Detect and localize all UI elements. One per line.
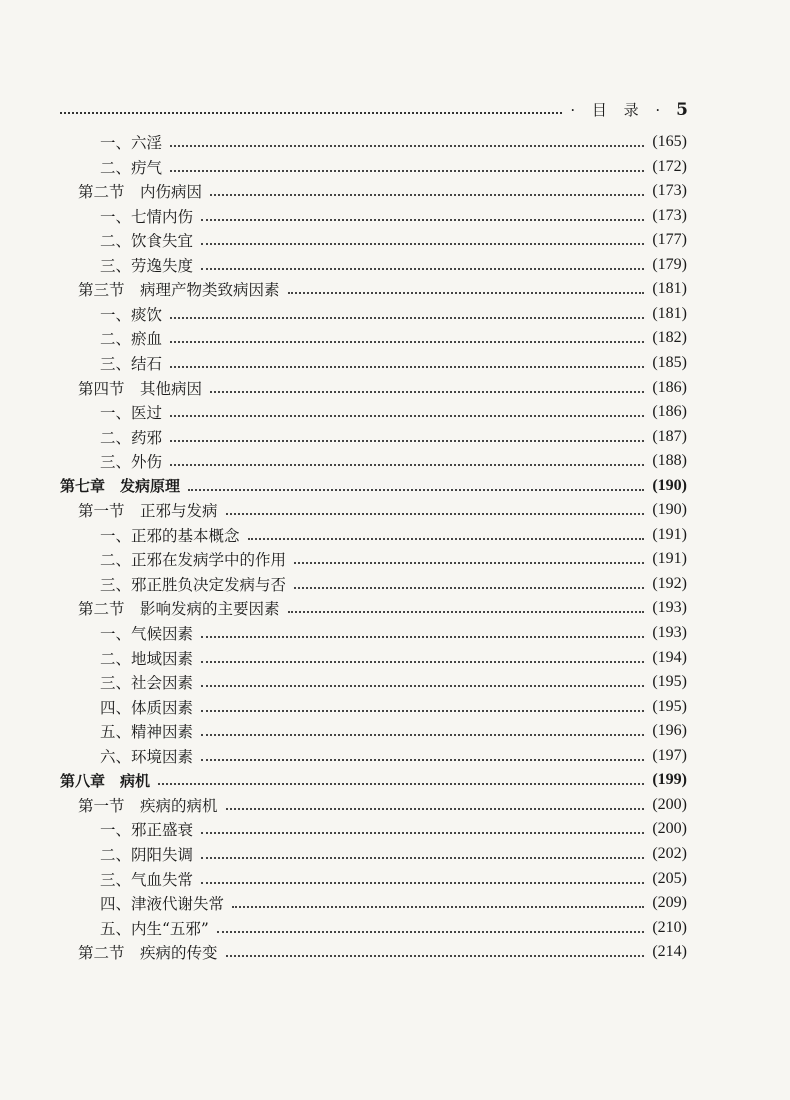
toc-entry-row xyxy=(100,326,687,350)
dot-leader xyxy=(217,931,644,933)
dot-leader xyxy=(210,391,644,393)
toc-entry-page: (173) xyxy=(652,206,687,224)
toc-entry-page: (165) xyxy=(652,133,687,150)
toc-entry-page: (181) xyxy=(652,280,687,298)
toc-entry-row xyxy=(100,621,687,645)
toc-entry-title: 六、环境因素 xyxy=(100,747,194,766)
toc-entry-row xyxy=(100,572,687,596)
toc-entry-row xyxy=(100,670,687,694)
toc-entry-page: (186) xyxy=(652,403,687,421)
toc-chapter-row xyxy=(60,768,687,792)
toc-entry-page: (205) xyxy=(652,869,687,887)
dot-leader xyxy=(201,832,644,834)
toc-entry-row xyxy=(100,130,687,154)
toc-entry-title: 二、正邪在发病学中的作用 xyxy=(100,551,287,570)
toc-entry-title: 第一节 正邪与发病 xyxy=(78,502,218,521)
toc-entry-row xyxy=(100,916,687,940)
toc-entry-row xyxy=(100,425,687,449)
toc-entry-row xyxy=(100,817,687,841)
toc-section-row xyxy=(78,179,687,203)
toc-entry-title: 一、正邪的基本概念 xyxy=(100,526,240,545)
toc-entry-title: 五、精神因素 xyxy=(100,723,194,742)
toc-entry-page: (195) xyxy=(652,673,687,691)
dot-leader xyxy=(201,219,644,221)
toc-entry-page: (202) xyxy=(652,844,687,862)
toc-entry-page: (214) xyxy=(652,943,687,961)
toc-entry-row xyxy=(100,646,687,670)
toc-entry-page: (173) xyxy=(652,182,687,200)
toc-entry-title: 二、疠气 xyxy=(100,158,163,177)
toc-entry-title: 三、气血失常 xyxy=(100,870,194,889)
dot-leader xyxy=(201,685,644,687)
toc-entry-row xyxy=(100,744,687,768)
dot-leader xyxy=(294,587,644,589)
toc-entry-title: 一、七情内伤 xyxy=(100,207,194,226)
header-leader xyxy=(60,112,562,114)
toc-entry-page: (188) xyxy=(652,452,687,470)
toc-entry-title: 三、外伤 xyxy=(100,453,163,472)
toc-section-row xyxy=(78,793,687,817)
dot-leader xyxy=(226,513,645,515)
toc-entry-row xyxy=(100,228,687,252)
toc-entry-page: (192) xyxy=(652,574,687,592)
toc-entry-row xyxy=(100,400,687,424)
toc-entry-title: 一、医过 xyxy=(100,404,163,423)
toc-entry-title: 一、邪正盛衰 xyxy=(100,821,194,840)
toc-entry-title: 第四节 其他病因 xyxy=(78,379,203,398)
toc-entry-title: 二、阴阳失调 xyxy=(100,845,194,864)
toc-entry-page: (181) xyxy=(652,304,687,322)
toc-entry-title: 三、邪正胜负决定发病与否 xyxy=(100,575,287,594)
dot-leader xyxy=(201,710,644,712)
toc-entry-title: 二、饮食失宜 xyxy=(100,232,194,251)
toc-entry-title: 第二节 内伤病因 xyxy=(78,183,203,202)
toc-entry-page: (197) xyxy=(652,746,687,764)
toc-entry-title: 三、劳逸失度 xyxy=(100,256,194,275)
dot-leader xyxy=(188,489,644,491)
toc-entry-title: 第二节 疾病的传变 xyxy=(78,944,218,963)
toc-section-row xyxy=(78,498,687,522)
toc-entry-page: (172) xyxy=(652,157,687,175)
toc-entry-title: 第七章 发病原理 xyxy=(60,477,181,496)
dot-leader xyxy=(201,857,644,859)
toc-entry-page: (182) xyxy=(652,329,687,347)
toc-section-row xyxy=(78,940,687,964)
toc-entry-page: (195) xyxy=(652,697,687,715)
toc-entry-page: (196) xyxy=(652,722,687,740)
toc-entry-page: (185) xyxy=(652,353,687,371)
dot-leader xyxy=(170,170,644,172)
toc-entry-page: (191) xyxy=(652,525,687,543)
toc-section-row xyxy=(78,277,687,301)
toc-entry-page: (199) xyxy=(652,771,687,789)
dot-leader xyxy=(170,341,644,343)
dot-leader xyxy=(158,783,644,785)
toc-entry-page: (179) xyxy=(652,255,687,273)
toc-entry-title: 三、结石 xyxy=(100,354,163,373)
toc-entry-title: 第三节 病理产物类致病因素 xyxy=(78,281,280,300)
toc-entry-title: 五、内生“五邪” xyxy=(100,919,209,938)
dot-leader xyxy=(248,538,645,540)
toc-entry-page: (193) xyxy=(652,599,687,617)
toc-entry-page: (200) xyxy=(652,820,687,838)
page-number: 5 xyxy=(676,100,688,120)
running-header xyxy=(60,98,688,120)
toc-entry-page: (186) xyxy=(652,378,687,396)
toc-entry-row xyxy=(100,204,687,228)
toc-entry-title: 一、六淫 xyxy=(100,134,163,152)
toc-entry-row xyxy=(100,891,687,915)
toc-entry-row xyxy=(100,867,687,891)
toc-entry-page: (210) xyxy=(652,918,687,936)
dot-leader xyxy=(201,759,644,761)
dot-leader xyxy=(170,415,644,417)
toc-entry-title: 二、地域因素 xyxy=(100,649,194,668)
dot-leader xyxy=(210,194,644,196)
dot-leader xyxy=(232,906,644,908)
dot-leader xyxy=(294,562,644,564)
dot-leader xyxy=(288,611,645,613)
toc-entry-title: 四、津液代谢失常 xyxy=(100,895,225,914)
dot-leader xyxy=(201,882,644,884)
toc-section-row xyxy=(78,596,687,620)
toc-entry-page: (190) xyxy=(652,476,687,494)
toc-entry-title: 二、药邪 xyxy=(100,428,163,447)
toc-entry-row xyxy=(100,449,687,473)
dot-leader xyxy=(288,292,645,294)
toc-entry-row xyxy=(100,351,687,375)
dot-leader xyxy=(170,317,644,319)
toc-entry-title: 第八章 病机 xyxy=(60,771,151,790)
dot-leader xyxy=(170,464,644,466)
toc-entry-title: 三、社会因素 xyxy=(100,674,194,693)
dot-leader xyxy=(201,636,644,638)
toc-entry-page: (209) xyxy=(652,894,687,912)
dot-leader xyxy=(201,661,644,663)
toc-entry-title: 一、气候因素 xyxy=(100,625,194,643)
toc-entry-row xyxy=(100,842,687,866)
toc-entry-page: (187) xyxy=(652,427,687,445)
toc-entry-page: (194) xyxy=(652,648,687,666)
toc-entry-page: (191) xyxy=(652,550,687,568)
toc-section-row xyxy=(78,376,687,400)
toc-entry-row xyxy=(100,719,687,743)
dot-leader xyxy=(170,440,644,442)
toc-entry-row xyxy=(100,253,687,277)
header-title: · 目 录 · xyxy=(570,101,667,119)
toc-entry-title: 二、瘀血 xyxy=(100,330,163,349)
dot-leader xyxy=(170,145,644,147)
toc-entry-page: (200) xyxy=(652,795,687,813)
toc-entry-row xyxy=(100,302,687,326)
toc-entry-page: (177) xyxy=(652,231,687,249)
toc-entry-row xyxy=(100,695,687,719)
toc-entry-title: 一、痰饮 xyxy=(100,305,163,324)
toc-entry-page: (190) xyxy=(652,501,687,519)
toc-entry-title: 第一节 疾病的病机 xyxy=(78,796,218,815)
toc-entry-title: 第二节 影响发病的主要因素 xyxy=(78,600,280,619)
toc-entry-row xyxy=(100,547,687,571)
dot-leader xyxy=(170,366,644,368)
dot-leader xyxy=(201,734,644,736)
dot-leader xyxy=(226,955,645,957)
toc-entry-row xyxy=(100,523,687,547)
toc-chapter-row xyxy=(60,474,687,498)
toc-entry-row xyxy=(100,155,687,179)
dot-leader xyxy=(226,808,645,810)
toc-entry-title: 四、体质因素 xyxy=(100,698,194,717)
toc-entry-page: (193) xyxy=(652,624,687,641)
dot-leader xyxy=(201,268,644,270)
dot-leader xyxy=(201,243,644,245)
